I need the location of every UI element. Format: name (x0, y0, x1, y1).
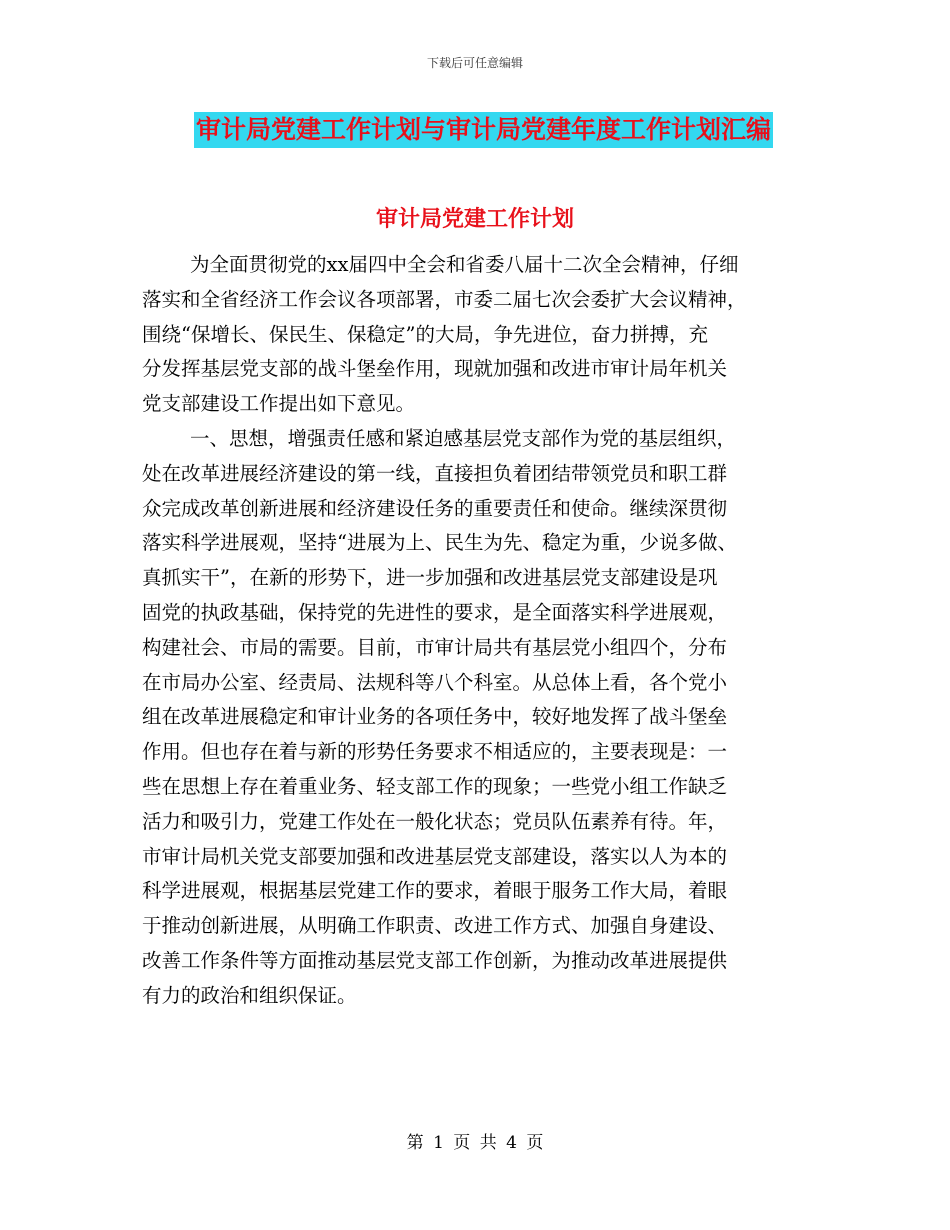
paragraph-line: 有力的政治和组织保证。 (142, 983, 357, 1007)
paragraph-line: 组在改革进展稳定和审计业务的各项任务中，较好地发挥了战斗堡垒 (142, 705, 728, 729)
paragraph-line: 落实科学进展观，坚持“进展为上、民生为先、稳定为重，少说多做、 (142, 531, 737, 555)
document-body (142, 248, 812, 1014)
paragraph-line: 分发挥基层党支部的战斗堡垒作用，现就加强和改进市审计局年机关 (142, 357, 728, 381)
paragraph-line: 众完成改革创新进展和经济建设任务的重要责任和使命。继续深贯彻 (142, 496, 728, 520)
paragraph-line: 固党的执政基础，保持党的先进性的要求，是全面落实科学进展观， (142, 600, 728, 624)
paragraph-line: 真抓实干”，在新的形势下，进一步加强和改进基层党支部建设是巩 (142, 566, 718, 590)
paragraph-line: 活力和吸引力，党建工作处在一般化状态；党员队伍素养有待。年， (142, 809, 728, 833)
paragraph-line: 构建社会、市局的需要。目前，市审计局共有基层党小组四个，分布 (142, 635, 728, 659)
paragraph-line: 科学进展观，根据基层党建工作的要求，着眼于服务工作大局，着眼 (142, 879, 728, 903)
paragraph-1 (142, 248, 812, 422)
paragraph-line: 党支部建设工作提出如下意见。 (142, 392, 416, 416)
document-title: 审计局党建工作计划与审计局党建年度工作计划汇编 (194, 112, 773, 148)
paragraph-line: 市审计局机关党支部要加强和改进基层党支部建设，落实以人为本的 (142, 844, 728, 868)
paragraph-line: 改善工作条件等方面推动基层党支部工作创新，为推动改革进展提供 (142, 948, 728, 972)
paragraph-2 (142, 422, 812, 1014)
paragraph-line: 作用。但也存在着与新的形势任务要求不相适应的，主要表现是：一 (142, 740, 728, 764)
paragraph-line: 落实和全省经济工作会议各项部署，市委二届七次会委扩大会议精神， (142, 287, 747, 311)
paragraph-line: 在市局办公室、经责局、法规科等八个科室。从总体上看，各个党小 (142, 670, 728, 694)
header-note: 下载后可任意编辑 (426, 56, 523, 70)
paragraph-line: 为全面贯彻党的xx届四中全会和省委八届十二次全会精神，仔细 (190, 253, 739, 276)
paragraph-line: 于推动创新进展，从明确工作职责、改进工作方式、加强自身建设、 (142, 914, 728, 938)
paragraph-line: 些在思想上存在着重业务、轻支部工作的现象；一些党小组工作缺乏 (142, 774, 728, 798)
paragraph-line: 一、思想，增强责任感和紧迫感基层党支部作为党的基层组织， (190, 426, 737, 450)
page-number: 第 1 页 共 4 页 (406, 1133, 544, 1153)
section-title: 审计局党建工作计划 (375, 207, 574, 232)
paragraph-line: 处在改革进展经济建设的第一线，直接担负着团结带领党员和职工群 (142, 461, 728, 485)
paragraph-line: 围绕“保增长、保民生、保稳定”的大局，争先进位，奋力拼搏，充 (142, 322, 708, 346)
